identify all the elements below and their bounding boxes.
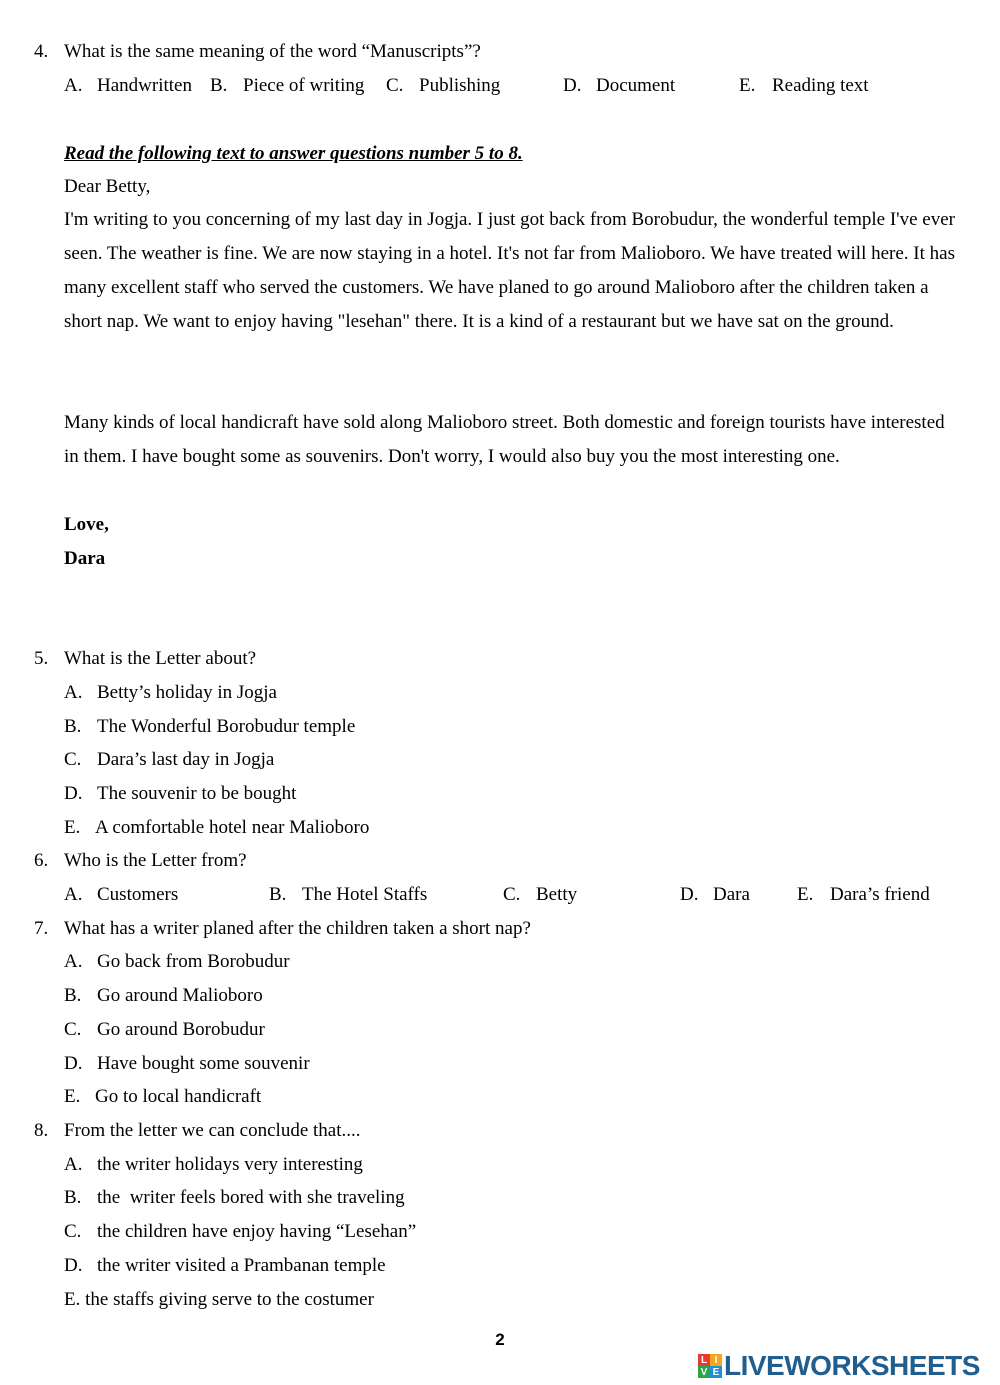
option-text: Betty [536,884,578,905]
logo-tile-l: L [698,1354,710,1366]
option-text: Have bought some souvenir [97,1053,310,1074]
q7-question: What has a writer planed after the children taken a short nap? [64,918,531,939]
q6-option-a[interactable] [64,884,178,906]
option-letter: E. [739,75,756,96]
option-text: Piece of writing [243,75,365,96]
option-letter: A. [64,884,83,905]
q8-option-a[interactable] [64,1154,363,1176]
q6-question: Who is the Letter from? [64,850,247,871]
option-text: Handwritten [97,75,192,96]
q7-option-b[interactable] [64,985,263,1007]
q6-option-b[interactable] [269,884,427,906]
liveworksheets-logo [698,1352,980,1380]
letter-paragraph-2: Many kinds of local handicraft have sold along Malioboro street. Both domestic and foreign tourists have interested in them. I have bought some as souvenirs. Don't worry, I would also buy you the most interesting one. [64,412,945,467]
q7-option-d[interactable] [64,1053,310,1075]
logo-tile-v: V [698,1366,710,1378]
option-letter: B. [64,985,82,1006]
q8-option-e[interactable]: E. the staffs giving serve to the costumer [64,1289,374,1310]
option-text: Customers [97,884,179,905]
option-text: Reading text [772,75,869,96]
option-text: Document [596,75,676,96]
option-letter: B. [64,1187,82,1208]
option-text: The Hotel Staffs [302,884,428,905]
liveworksheets-icon [698,1354,722,1378]
q7-option-a[interactable] [64,951,290,973]
option-text: The Wonderful Borobudur temple [97,716,356,737]
option-letter: C. [64,749,82,770]
q5-option-c[interactable] [64,749,274,771]
option-letter: D. [64,783,83,804]
q4-option-d[interactable] [563,75,675,97]
q7-number: 7. [34,918,49,939]
option-letter: E. [64,1086,81,1107]
option-letter: A. [64,682,83,703]
logo-tile-i: I [710,1354,722,1366]
q8-option-c[interactable] [64,1221,416,1243]
option-text: The souvenir to be bought [97,783,297,804]
q5-option-b[interactable] [64,716,355,738]
option-text: Go back from Borobudur [97,951,290,972]
option-letter: D. [680,884,699,905]
option-letter: D. [64,1053,83,1074]
option-text: the children have enjoy having “Lesehan” [97,1221,417,1242]
option-letter: A. [64,1154,83,1175]
page-number: 2 [495,1330,505,1349]
q8-question: From the letter we can conclude that.... [64,1120,361,1141]
option-text: Publishing [419,75,501,96]
option-letter: B. [64,716,82,737]
letter-greeting: Dear Betty, [64,176,151,197]
q6-option-c[interactable] [503,884,577,906]
option-letter: D. [64,1255,83,1276]
option-letter: A. [64,951,83,972]
q4-option-b[interactable] [210,75,364,97]
option-text: Go around Malioboro [97,985,263,1006]
option-text: Dara’s friend [830,884,930,905]
option-text: Dara [713,884,750,905]
q6-option-d[interactable] [680,884,750,906]
option-text: Dara’s last day in Jogja [97,749,275,770]
q5-option-a[interactable] [64,682,277,704]
q4-question: What is the same meaning of the word “Manuscripts”? [64,41,481,62]
q4-option-e[interactable] [739,75,869,97]
reading-instruction: Read the following text to answer questions number 5 to 8. [64,143,523,164]
option-letter: C. [386,75,404,96]
option-letter: C. [64,1019,82,1040]
q4-option-c[interactable] [386,75,500,97]
option-text: the writer visited a Prambanan temple [97,1255,386,1276]
logo-tile-e: E [710,1366,722,1378]
q5-question: What is the Letter about? [64,648,257,669]
option-text: Go to local handicraft [95,1086,262,1107]
q8-option-d[interactable] [64,1255,386,1277]
option-letter: C. [64,1221,82,1242]
letter-closing: Love, [64,514,109,535]
option-letter: B. [210,75,228,96]
q5-option-d[interactable] [64,783,296,805]
q7-option-c[interactable] [64,1019,265,1041]
q6-option-e[interactable] [797,884,930,906]
option-letter: D. [563,75,582,96]
q7-option-e[interactable] [64,1086,261,1108]
q8-number: 8. [34,1120,49,1141]
option-letter: E. [64,817,81,838]
q4-option-a[interactable] [64,75,192,97]
option-text: Betty’s holiday in Jogja [97,682,277,703]
liveworksheets-wordmark: LIVEWORKSHEETS [724,1350,980,1381]
option-letter: B. [269,884,287,905]
option-text: A comfortable hotel near Malioboro [95,817,370,838]
q8-option-b[interactable] [64,1187,405,1209]
q6-number: 6. [34,850,49,871]
option-letter: A. [64,75,83,96]
letter-paragraph-1: I'm writing to you concerning of my last day in Jogja. I just got back from Borobudur, the wonderful temple I've ever seen. The weather is fine. We are now staying in a hotel. It's not far from Malioboro. We have treated will here. It has many excellent staff who served the customers. We have planed to go around Malioboro after the children taken a short nap. We want to enjoy having "lesehan" there. It is a kind of a restaurant but we have sat on the ground. [64,209,955,332]
q5-option-e[interactable] [64,817,369,839]
letter-signature: Dara [64,548,106,569]
option-letter: E. [797,884,814,905]
option-letter: C. [503,884,521,905]
option-text: Go around Borobudur [97,1019,265,1040]
q5-number: 5. [34,648,49,669]
q4-number: 4. [34,41,49,62]
option-text: the writer holidays very interesting [97,1154,363,1175]
option-text: the writer feels bored with she traveling [97,1187,405,1208]
